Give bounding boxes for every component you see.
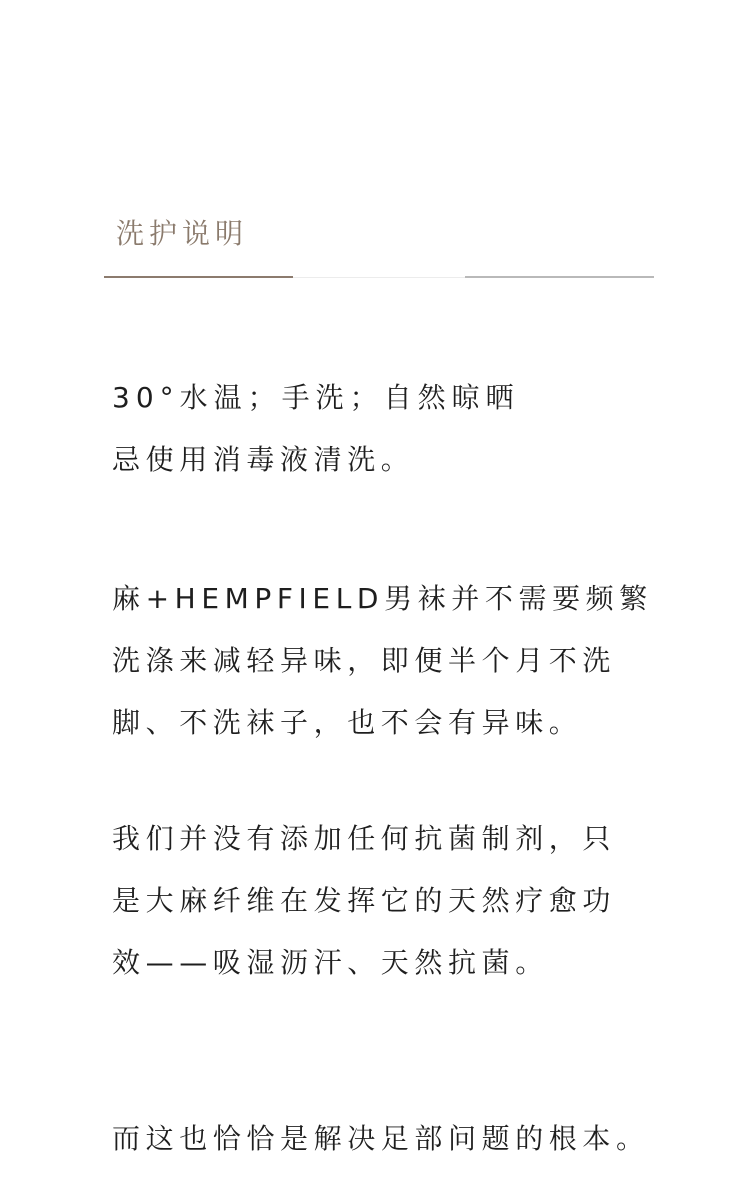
paragraph-line: 是大麻纤维在发挥它的天然疗愈功	[112, 884, 617, 917]
paragraph-line: 我们并没有添加任何抗菌制剂，只	[112, 822, 617, 855]
odor-paragraph	[112, 568, 653, 754]
paragraph-line: 忌使用消毒液清洗。	[112, 443, 415, 476]
paragraph-line: 效——吸湿沥汗、天然抗菌。	[112, 946, 549, 979]
paragraph-line: 30°水温；手洗；自然晾晒	[112, 381, 520, 414]
title-underline-secondary	[465, 276, 654, 278]
title-underline-divider	[293, 277, 465, 278]
conclusion-paragraph	[112, 1108, 650, 1170]
title-underline-accent	[104, 276, 293, 278]
section-title: 洗护说明	[116, 217, 249, 250]
antibacterial-paragraph	[112, 808, 616, 994]
paragraph-line: 麻+HEMPFIELD男袜并不需要频繁	[112, 582, 653, 615]
care-instructions-paragraph	[112, 367, 520, 491]
paragraph-line: 脚、不洗袜子，也不会有异味。	[112, 706, 583, 739]
paragraph-line: 而这也恰恰是解决足部问题的根本。	[112, 1122, 650, 1155]
paragraph-line: 洗涤来减轻异味，即便半个月不洗	[112, 644, 617, 677]
